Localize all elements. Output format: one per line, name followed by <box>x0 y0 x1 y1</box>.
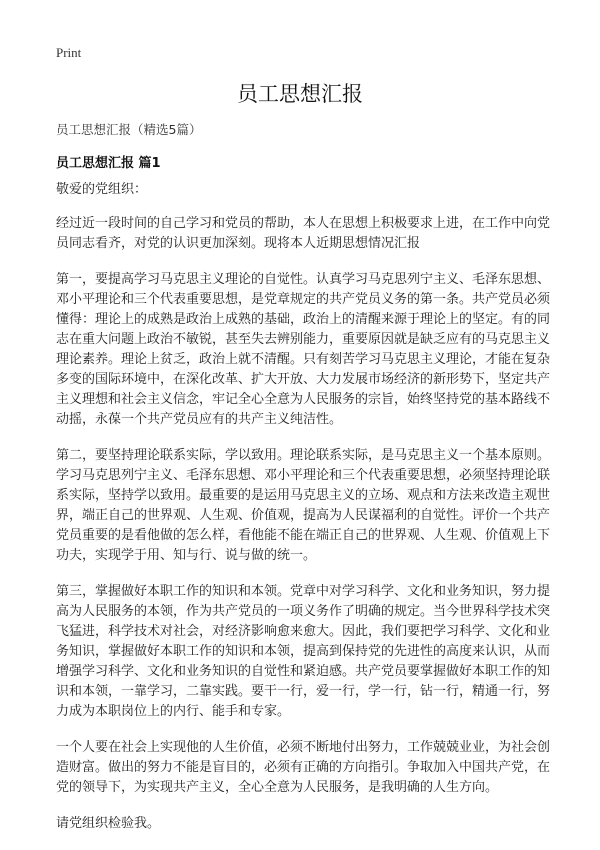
body-paragraph-first: 第一，要提高学习马克思主义理论的自觉性。认真学习马克思列宁主义、毛泽东思想、邓小平理论和三个代表重要思想，是党章规定的共产党员义务的第一条。共产党员必须懂得：理论上的成熟是政治上成熟的基础，政治上的清醒来源于理论上的坚定。有的同志在重大问题上政治不敏锐，甚至失去辨别能力，重要原因就是缺乏应有的马克思主义理论素养。理论上贫乏，政治上就不清醒。只有刻苦学习马克思主义理论，才能在复杂多变的国际环境中，在深化改革、扩大开放、大力发展市场经济的新形势下，坚定共产主义理想和社会主义信念，牢记全心全意为人民服务的宗旨，始终坚持党的基本路线不动摇，永葆一个共产党员应有的共产主义纯洁性。 <box>56 272 551 427</box>
closing-line: 请党组织检验我。 <box>56 816 161 831</box>
print-link[interactable]: Print <box>56 45 82 60</box>
body-paragraph-intro: 经过近一段时间的自己学习和党员的帮助，本人在思想上积极要求上进，在工作中向党员同志看齐，对党的认识更加深刻。现将本人近期思想情况汇报 <box>56 216 551 251</box>
body-paragraph-conclusion: 一个人要在社会上实现他的人生价值，必须不断地付出努力，工作兢兢业业，为社会创造财富。做出的努力不能是盲目的，必须有正确的方向指引。争取加入中国共产党，在党的领导下，为实现共产主义，全心全意为人民服务，是我明确的人生方向。 <box>56 740 551 795</box>
greeting-line: 敬爱的党组织： <box>56 182 148 197</box>
document-body <box>56 180 550 850</box>
body-paragraph-second: 第二，要坚持理论联系实际，学以致用。理论联系实际，是马克思主义一个基本原则。学习马克思列宁主义、毛泽东思想、邓小平理论和三个代表重要思想，必须坚持理论联系实际，坚持学以致用。最重要的是运用马克思主义的立场、观点和方法来改造主观世界，端正自己的世界观、人生观、价值观，提高为人民谋福利的自觉性。评价一个共产党员重要的是看他做的怎么样，看他能不能在端正自己的世界观、人生观、价值观上下功夫，实现学于用、知与行、说与做的统一。 <box>56 448 551 563</box>
document-subtitle: 员工思想汇报（精选5篇） <box>56 122 202 137</box>
body-paragraph-third: 第三，掌握做好本职工作的知识和本领。党章中对学习科学、文化和业务知识，努力提高为人民服务的本领，作为共产党员的一项义务作了明确的规定。当今世界科学技术突飞猛进，科学技术对社会，对经济影响愈来愈大。因此，我们要把学习科学、文化和业务知识，掌握做好本职工作的知识和本领，提高到保持党的先进性的高度来认识，从而增强学习科学、文化和业务知识的自觉性和紧迫感。共产党员要掌握做好本职工作的知识和本领，一靠学习，二靠实践。要干一行，爱一行，学一行，钻一行，精通一行，努力成为本职岗位上的内行、能手和专家。 <box>56 584 551 719</box>
section-heading: 员工思想汇报 篇1 <box>56 156 161 171</box>
page-title: 员工思想汇报 <box>237 82 363 106</box>
